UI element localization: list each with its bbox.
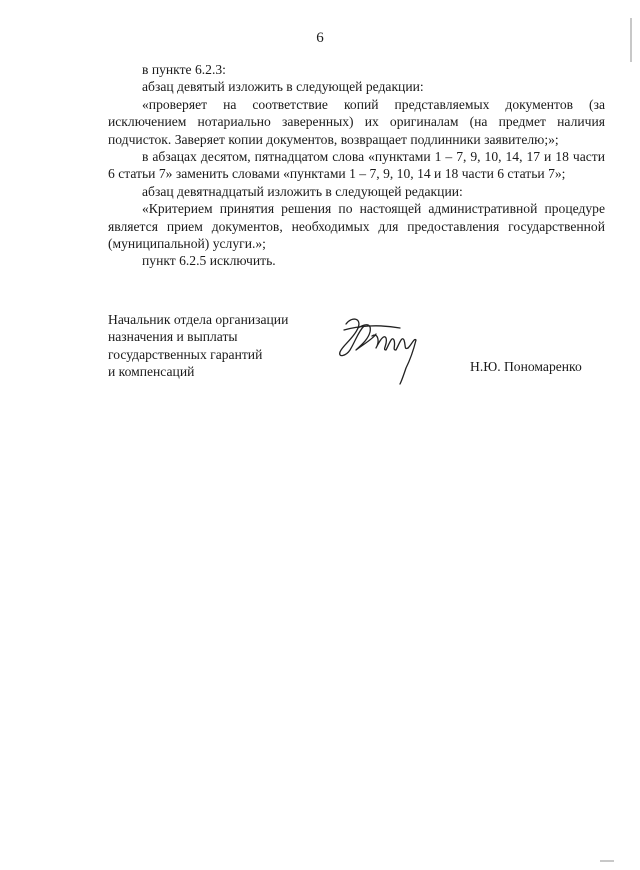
page-number: 6 — [316, 30, 324, 46]
paragraph-point-6-2-5: пункт 6.2.5 исключить. — [142, 253, 276, 269]
paragraph-quote-checks: «проверяет на соответствие копий представляемых документов (за исключением нотариально заверенных) их оригиналам (на предмет наличия подчисток. Заверяет копии документов, возвращает подлинники заявителю;»; — [108, 96, 605, 147]
scan-edge-mark — [600, 860, 614, 862]
paragraph-abzac-19: абзац девятнадцатый изложить в следующей редакции: — [142, 183, 463, 199]
position-line: назначения и выплаты — [108, 329, 238, 345]
paragraph-point-6-2-3: в пункте 6.2.3: — [142, 62, 226, 77]
paragraph-quote-criterion: «Критерием принятия решения по настоящей административной процедуре является прием документов, необходимых для предоставления государственной (муниципальной) услуги.»; — [108, 201, 605, 252]
position-line: государственных гарантий — [108, 346, 263, 362]
scan-edge-mark — [630, 18, 632, 62]
position-line: и компенсаций — [108, 364, 195, 380]
paragraph-abzac-9: абзац девятый изложить в следующей редакции: — [142, 79, 424, 95]
document-body — [108, 61, 605, 270]
signatory-position — [108, 311, 288, 381]
paragraph-abzac-10-15: в абзацах десятом, пятнадцатом слова «пунктами 1 – 7, 9, 10, 14, 17 и 18 части 6 статьи 7» заменить словами «пунктами 1 – 7, 9, 10, 14 и 18 части 6 статьи 7»; — [108, 149, 605, 182]
position-line: Начальник отдела организации — [108, 312, 289, 327]
signer-name: Н.Ю. Пономаренко — [470, 359, 582, 374]
handwritten-signature — [328, 306, 438, 386]
